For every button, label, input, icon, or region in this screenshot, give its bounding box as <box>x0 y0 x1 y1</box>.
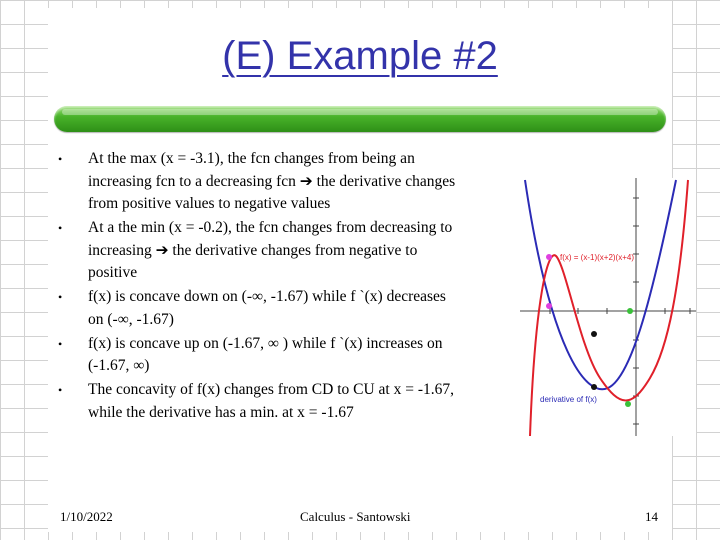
bullet-text: At the max (x = -3.1), the fcn changes from being an increasing fcn to a decreasing fcn ➔ the derivative changes from positive values to negative values <box>88 150 456 212</box>
bullet-icon: • <box>58 383 63 397</box>
bullet-icon: • <box>58 152 63 166</box>
bullet-item <box>58 148 458 216</box>
function-graph <box>520 178 696 436</box>
bullet-text: f(x) is concave down on (-∞, -1.67) while f `(x) decreases on (-∞, -1.67) <box>88 288 446 328</box>
local-max-point <box>546 254 552 260</box>
local-min-point <box>627 308 633 314</box>
derivative-label: derivative of f(x) <box>540 395 597 404</box>
inflection-point <box>591 331 597 337</box>
bullet-item <box>58 379 458 424</box>
slide-title: (E) Example #2 <box>222 34 498 78</box>
bullet-icon: • <box>58 336 63 351</box>
title-divider-bar <box>54 106 666 132</box>
bullet-item <box>58 333 458 378</box>
function-min-point <box>625 401 631 407</box>
bullet-item <box>58 286 458 331</box>
bullet-text: At a the min (x = -0.2), the fcn changes from decreasing to increasing ➔ the derivative changes from negative to positive <box>88 219 453 281</box>
bullet-text: The concavity of f(x) changes from CD to CU at x = -1.67, while the derivative has a min. at x = -1.67 <box>88 381 455 421</box>
footer-date: 1/10/2022 <box>60 509 113 524</box>
derivative-min-point <box>591 384 597 390</box>
function-label: f(x) = (x-1)(x+2)(x+4) <box>560 253 635 262</box>
derivative-zero-point <box>546 303 552 309</box>
bullet-icon: • <box>58 221 63 235</box>
bullet-icon: • <box>58 290 63 304</box>
bullet-item <box>58 217 458 285</box>
footer-page-number: 14 <box>645 509 658 524</box>
bullet-text: f(x) is concave up on (-1.67, ∞ ) while f `(x) increases on (-1.67, ∞) <box>88 334 443 374</box>
footer-course: Calculus - Santowski <box>300 509 411 524</box>
bullet-list <box>58 148 458 426</box>
